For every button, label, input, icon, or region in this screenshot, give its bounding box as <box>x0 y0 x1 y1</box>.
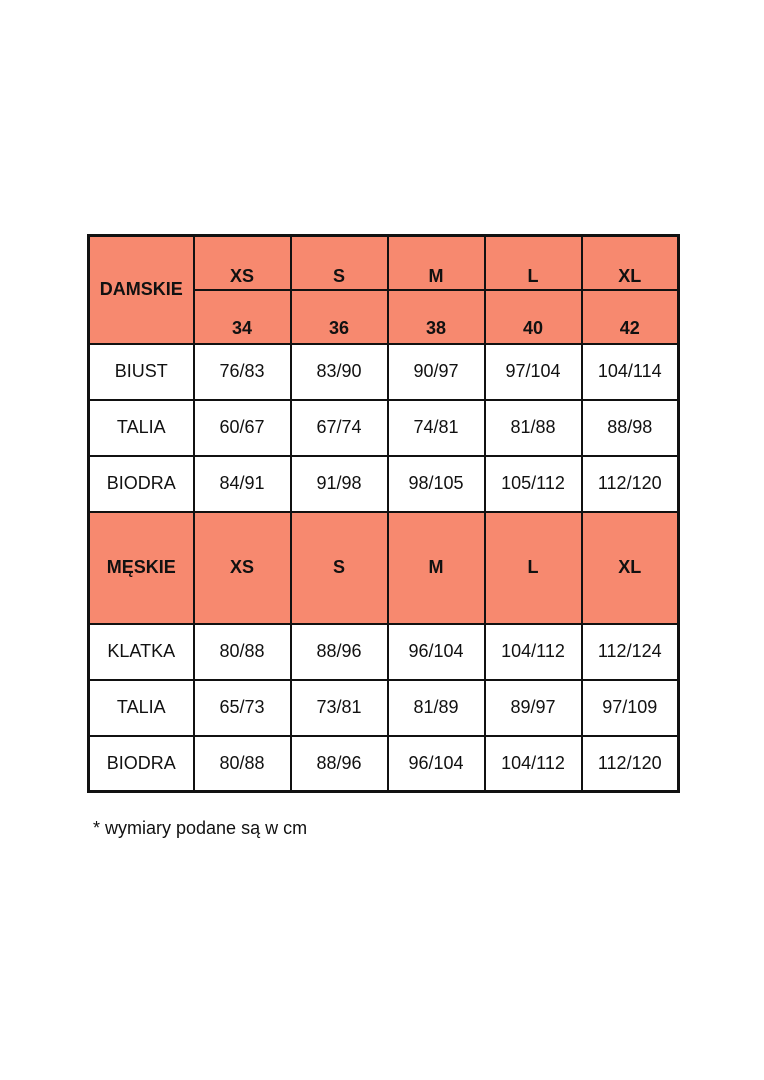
men-header-row <box>89 512 679 624</box>
table-cell: 76/83 <box>194 344 291 400</box>
women-size-xs: XS <box>194 236 291 290</box>
table-cell: 67/74 <box>291 400 388 456</box>
men-group-label: MĘSKIE <box>89 512 194 624</box>
table-cell: 96/104 <box>388 624 485 680</box>
row-label: BIODRA <box>89 456 194 512</box>
table-cell: 65/73 <box>194 680 291 736</box>
women-number-36: 36 <box>291 290 388 344</box>
women-number-42: 42 <box>582 290 679 344</box>
table-cell: 104/112 <box>485 624 582 680</box>
table-cell: 112/120 <box>582 736 679 792</box>
table-cell: 88/96 <box>291 736 388 792</box>
men-size-xl: XL <box>582 512 679 624</box>
size-chart-table <box>87 234 680 793</box>
men-size-m: M <box>388 512 485 624</box>
row-label: TALIA <box>89 400 194 456</box>
women-row-waist <box>89 400 679 456</box>
women-number-38: 38 <box>388 290 485 344</box>
row-label: BIUST <box>89 344 194 400</box>
table-cell: 91/98 <box>291 456 388 512</box>
table-cell: 105/112 <box>485 456 582 512</box>
women-number-34: 34 <box>194 290 291 344</box>
women-size-m: M <box>388 236 485 290</box>
row-label: TALIA <box>89 680 194 736</box>
table-cell: 81/89 <box>388 680 485 736</box>
table-cell: 80/88 <box>194 624 291 680</box>
table-cell: 60/67 <box>194 400 291 456</box>
table-cell: 112/120 <box>582 456 679 512</box>
women-group-label: DAMSKIE <box>89 236 194 344</box>
row-label: BIODRA <box>89 736 194 792</box>
table-cell: 83/90 <box>291 344 388 400</box>
men-row-waist <box>89 680 679 736</box>
table-cell: 81/88 <box>485 400 582 456</box>
men-size-xs: XS <box>194 512 291 624</box>
footnote: * wymiary podane są w cm <box>93 818 308 838</box>
table-cell: 97/104 <box>485 344 582 400</box>
men-row-chest <box>89 624 679 680</box>
table-cell: 104/114 <box>582 344 679 400</box>
men-size-s: S <box>291 512 388 624</box>
women-size-s: S <box>291 236 388 290</box>
women-size-xl: XL <box>582 236 679 290</box>
table-cell: 88/98 <box>582 400 679 456</box>
table-cell: 80/88 <box>194 736 291 792</box>
table-cell: 88/96 <box>291 624 388 680</box>
women-number-40: 40 <box>485 290 582 344</box>
row-label: KLATKA <box>89 624 194 680</box>
women-row-hips <box>89 456 679 512</box>
men-size-l: L <box>485 512 582 624</box>
table-cell: 74/81 <box>388 400 485 456</box>
men-row-hips <box>89 736 679 792</box>
women-row-bust <box>89 344 679 400</box>
table-cell: 98/105 <box>388 456 485 512</box>
table-cell: 104/112 <box>485 736 582 792</box>
table-cell: 84/91 <box>194 456 291 512</box>
table-cell: 73/81 <box>291 680 388 736</box>
table-cell: 97/109 <box>582 680 679 736</box>
women-size-l: L <box>485 236 582 290</box>
table-cell: 96/104 <box>388 736 485 792</box>
table-cell: 89/97 <box>485 680 582 736</box>
table-cell: 112/124 <box>582 624 679 680</box>
table-cell: 90/97 <box>388 344 485 400</box>
women-header-row <box>89 236 679 290</box>
